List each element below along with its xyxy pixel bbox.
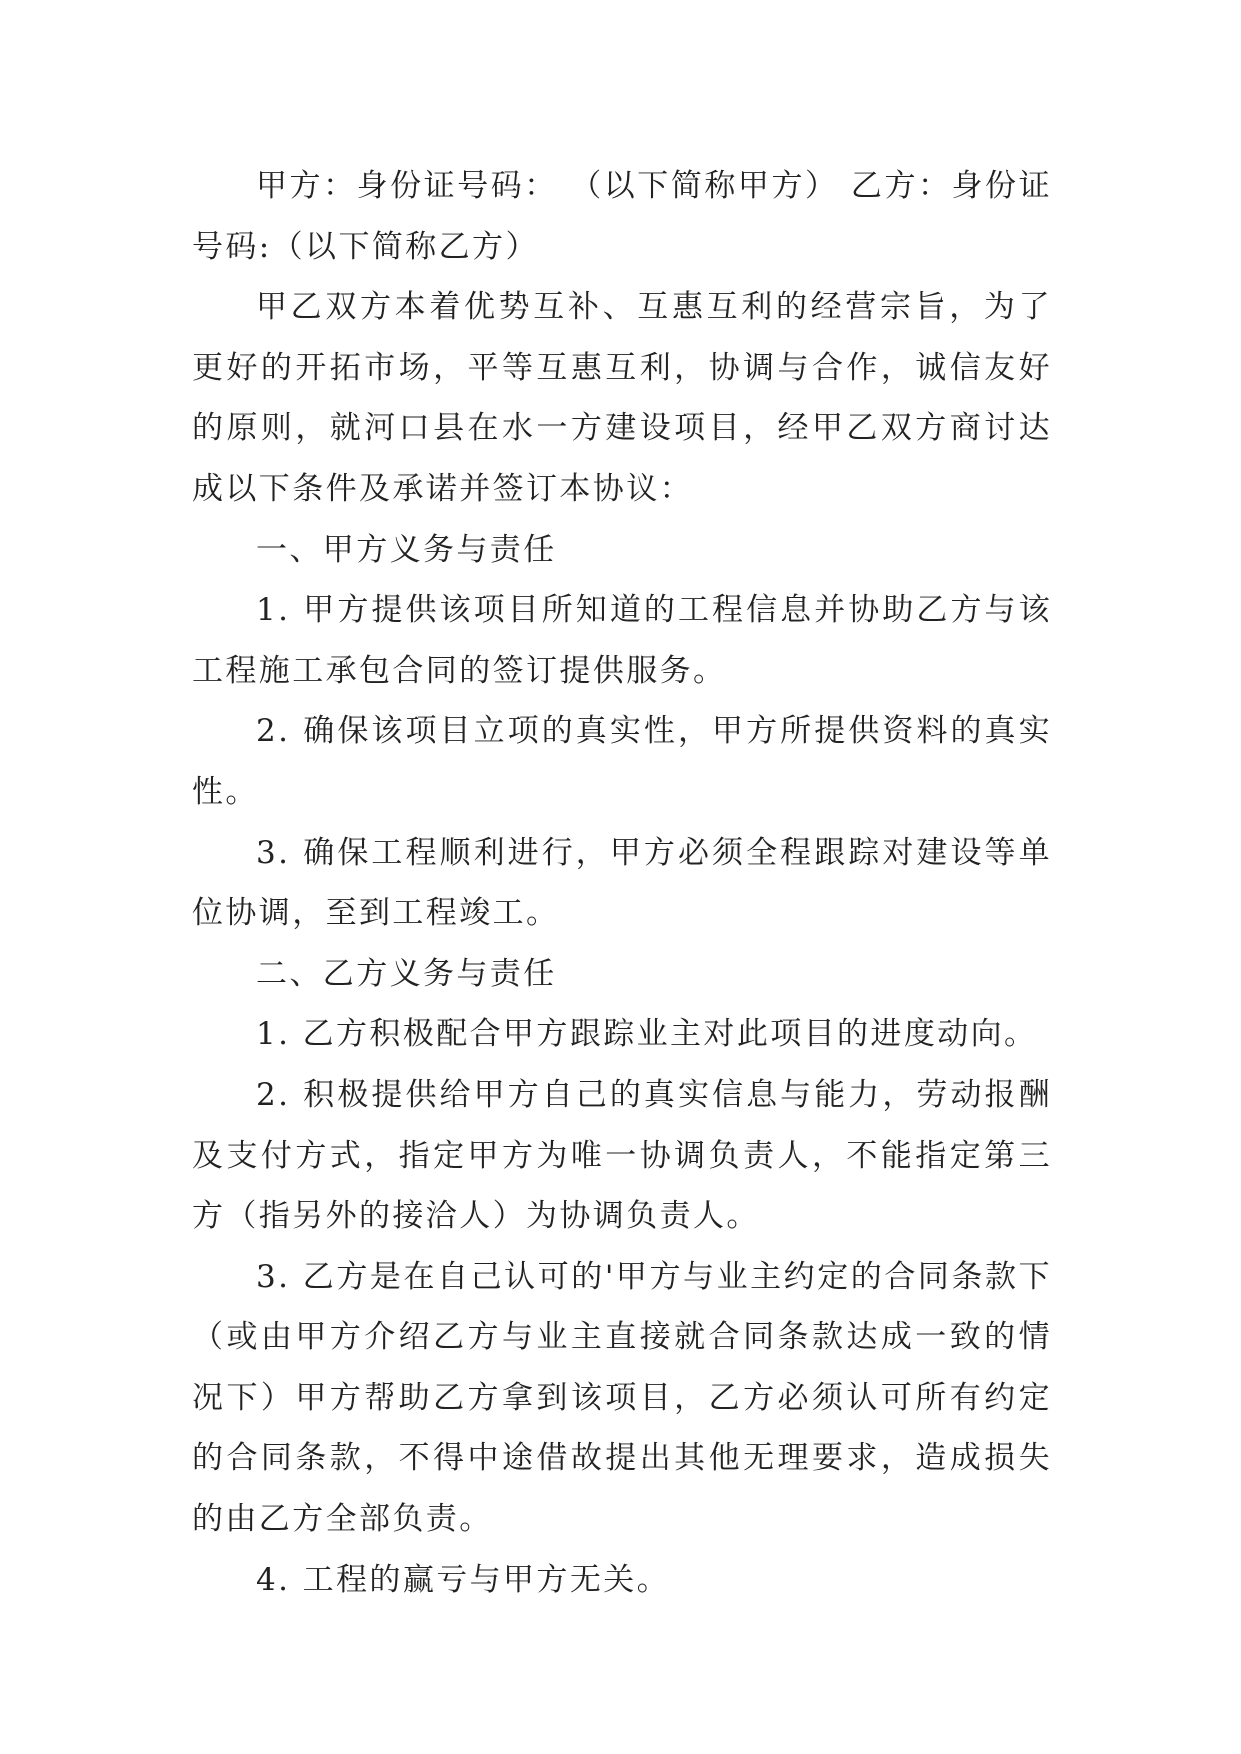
party-a-clause-1: 1. 甲方提供该项目所知道的工程信息并协助乙方与该工程施工承包合同的签订提供服务。 bbox=[192, 592, 1052, 689]
section-heading-party-b: 二、乙方义务与责任 bbox=[256, 955, 557, 992]
party-a-clause-3: 3. 确保工程顺利进行，甲方必须全程跟踪对建设等单位协调，至到工程竣工。 bbox=[192, 834, 1052, 932]
party-a-clause-2: 2. 确保该项目立项的真实性，甲方所提供资料的真实性。 bbox=[192, 713, 1052, 810]
party-b-clause-1: 1. 乙方积极配合甲方跟踪业主对此项目的进度动向。 bbox=[256, 1016, 1038, 1053]
document-body bbox=[192, 156, 1052, 1610]
party-b-clause-3: 3. 乙方是在自己认可的'甲方与业主约定的合同条款下（或由甲方介绍乙方与业主直接就合同条款达成一致的情况下）甲方帮助乙方拿到该项目，乙方必须认可所有约定的合同条款，不得中途借故提出其他无理要求，造成损失的由乙方全部负责。 bbox=[192, 1258, 1052, 1538]
party-b-clause-4: 4. 工程的赢亏与甲方无关。 bbox=[256, 1561, 671, 1598]
section-heading-party-a: 一、甲方义务与责任 bbox=[256, 531, 557, 568]
preamble-paragraph: 甲乙双方本着优势互补、互惠互利的经营宗旨，为了更好的开拓市场，平等互惠互利，协调与合作，诚信友好的原则，就河口县在水一方建设项目，经甲乙双方商讨达成以下条件及承诺并签订本协议： bbox=[192, 289, 1052, 507]
party-info-paragraph: 甲方：身份证号码： （以下简称甲方） 乙方：身份证号码:（以下简称乙方） bbox=[192, 168, 1052, 265]
party-b-clause-2: 2. 积极提供给甲方自己的真实信息与能力，劳动报酬及支付方式，指定甲方为唯一协调负责人，不能指定第三方（指另外的接洽人）为协调负责人。 bbox=[192, 1076, 1052, 1235]
